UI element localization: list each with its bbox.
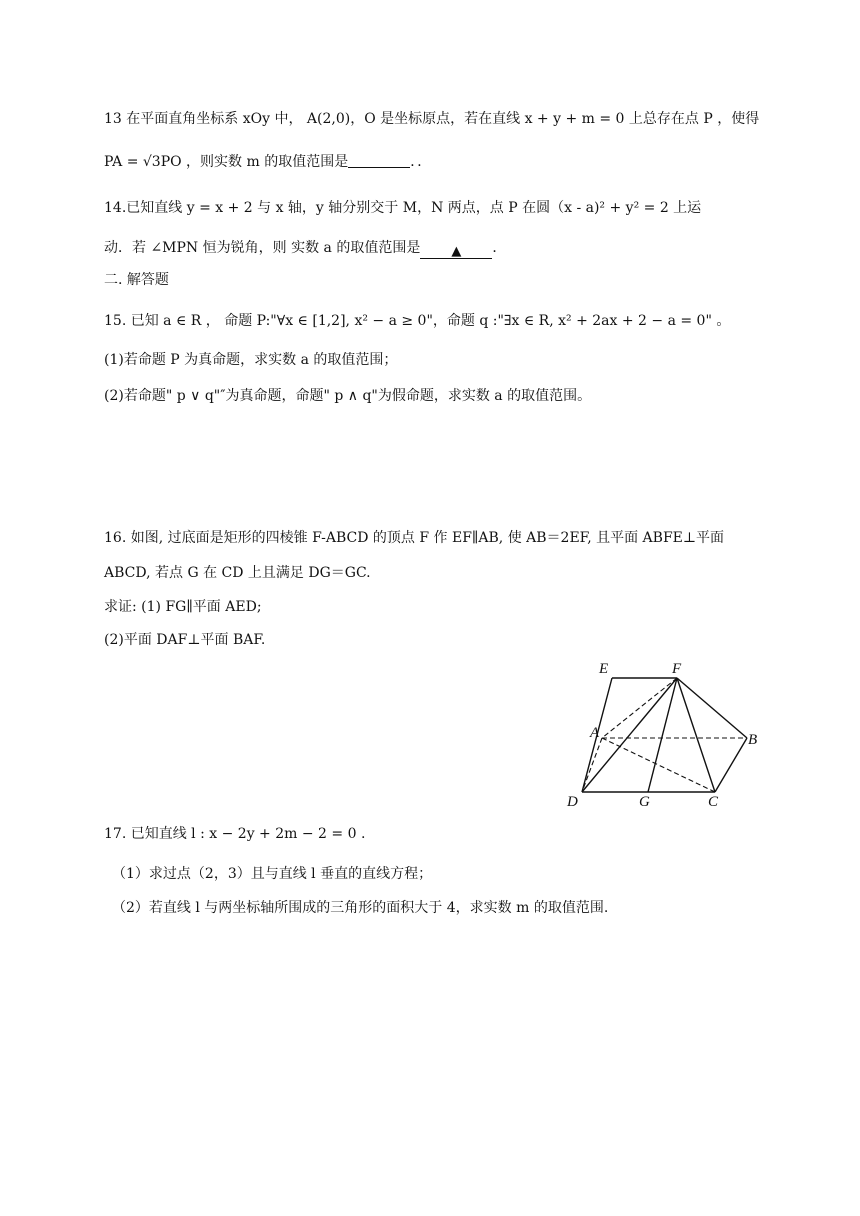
- label-F: F: [672, 661, 682, 677]
- triangle-icon: ▲: [451, 244, 462, 259]
- q13-line-1: 13 在平面直角坐标系 xOy 中， A(2,0)，O 是坐标原点，若在直线 x + y + m = 0 上总存在点 P ，使得: [104, 111, 760, 127]
- q13-line-2-text: PA = √3PO ，则实数 m 的取值范围是: [104, 154, 349, 170]
- q15-part-2: (2)若命题" p ∨ q"″为真命题，命题" p ∧ q"为假命题，求实数 a 的取值范围。: [104, 388, 592, 404]
- label-D: D: [567, 794, 578, 810]
- q14-answer-blank[interactable]: [420, 242, 492, 259]
- edge-BC: [715, 738, 747, 792]
- label-E: E: [599, 661, 609, 677]
- pyramid-figure: [562, 660, 762, 810]
- q17-part-2: （2）若直线 l 与两坐标轴所围成的三角形的面积大于 4，求实数 m 的取值范围.: [112, 900, 609, 916]
- section-heading: 二. 解答题: [104, 272, 169, 288]
- q13-answer-blank[interactable]: [348, 153, 410, 168]
- q14-line-2: [104, 238, 506, 259]
- q16-line-2: ABCD, 若点 G 在 CD 上且满足 DG＝GC.: [104, 565, 371, 581]
- q14-line-2-text: 动．若 ∠MPN 恒为锐角，则 实数 a 的取值范围是: [104, 240, 421, 256]
- q16-part-2: (2)平面 DAF⊥平面 BAF.: [104, 632, 266, 648]
- label-A: A: [590, 725, 600, 741]
- q14-line-2-end: ．: [492, 240, 507, 256]
- label-B: B: [748, 732, 758, 748]
- edge-FA: [602, 678, 677, 738]
- q14-line-1: 14.已知直线 y = x + 2 与 x 轴，y 轴分别交于 M，N 两点，点 P 在圆（x - a)² + y² = 2 上运: [104, 200, 702, 216]
- q15-part-1: (1)若命题 P 为真命题，求实数 a 的取值范围；: [104, 352, 398, 368]
- q13-line-2: [104, 152, 431, 172]
- label-G: G: [639, 794, 650, 810]
- q17-part-1: （1）求过点（2，3）且与直线 l 垂直的直线方程；: [112, 866, 433, 882]
- q17-stem: 17. 已知直线 l : x − 2y + 2m − 2 = 0 .: [104, 826, 366, 842]
- label-C: C: [708, 794, 719, 810]
- edge-AC: [602, 738, 715, 792]
- q16-line-1: 16. 如图, 过底面是矩形的四棱锥 F-ABCD 的顶点 F 作 EF∥AB, 使 AB＝2EF, 且平面 ABFE⊥平面: [104, 530, 725, 546]
- q15-stem: 15. 已知 a ∈ R ， 命题 P:"∀x ∈ [1,2], x² − a ≥ 0"，命题 q :"∃x ∈ R, x² + 2ax + 2 − a = 0" 。: [104, 313, 731, 329]
- q13-line-2-end: ．．: [410, 154, 432, 170]
- q16-part-1: 求证: (1) FG∥平面 AED;: [104, 599, 262, 615]
- edge-AD: [582, 738, 602, 792]
